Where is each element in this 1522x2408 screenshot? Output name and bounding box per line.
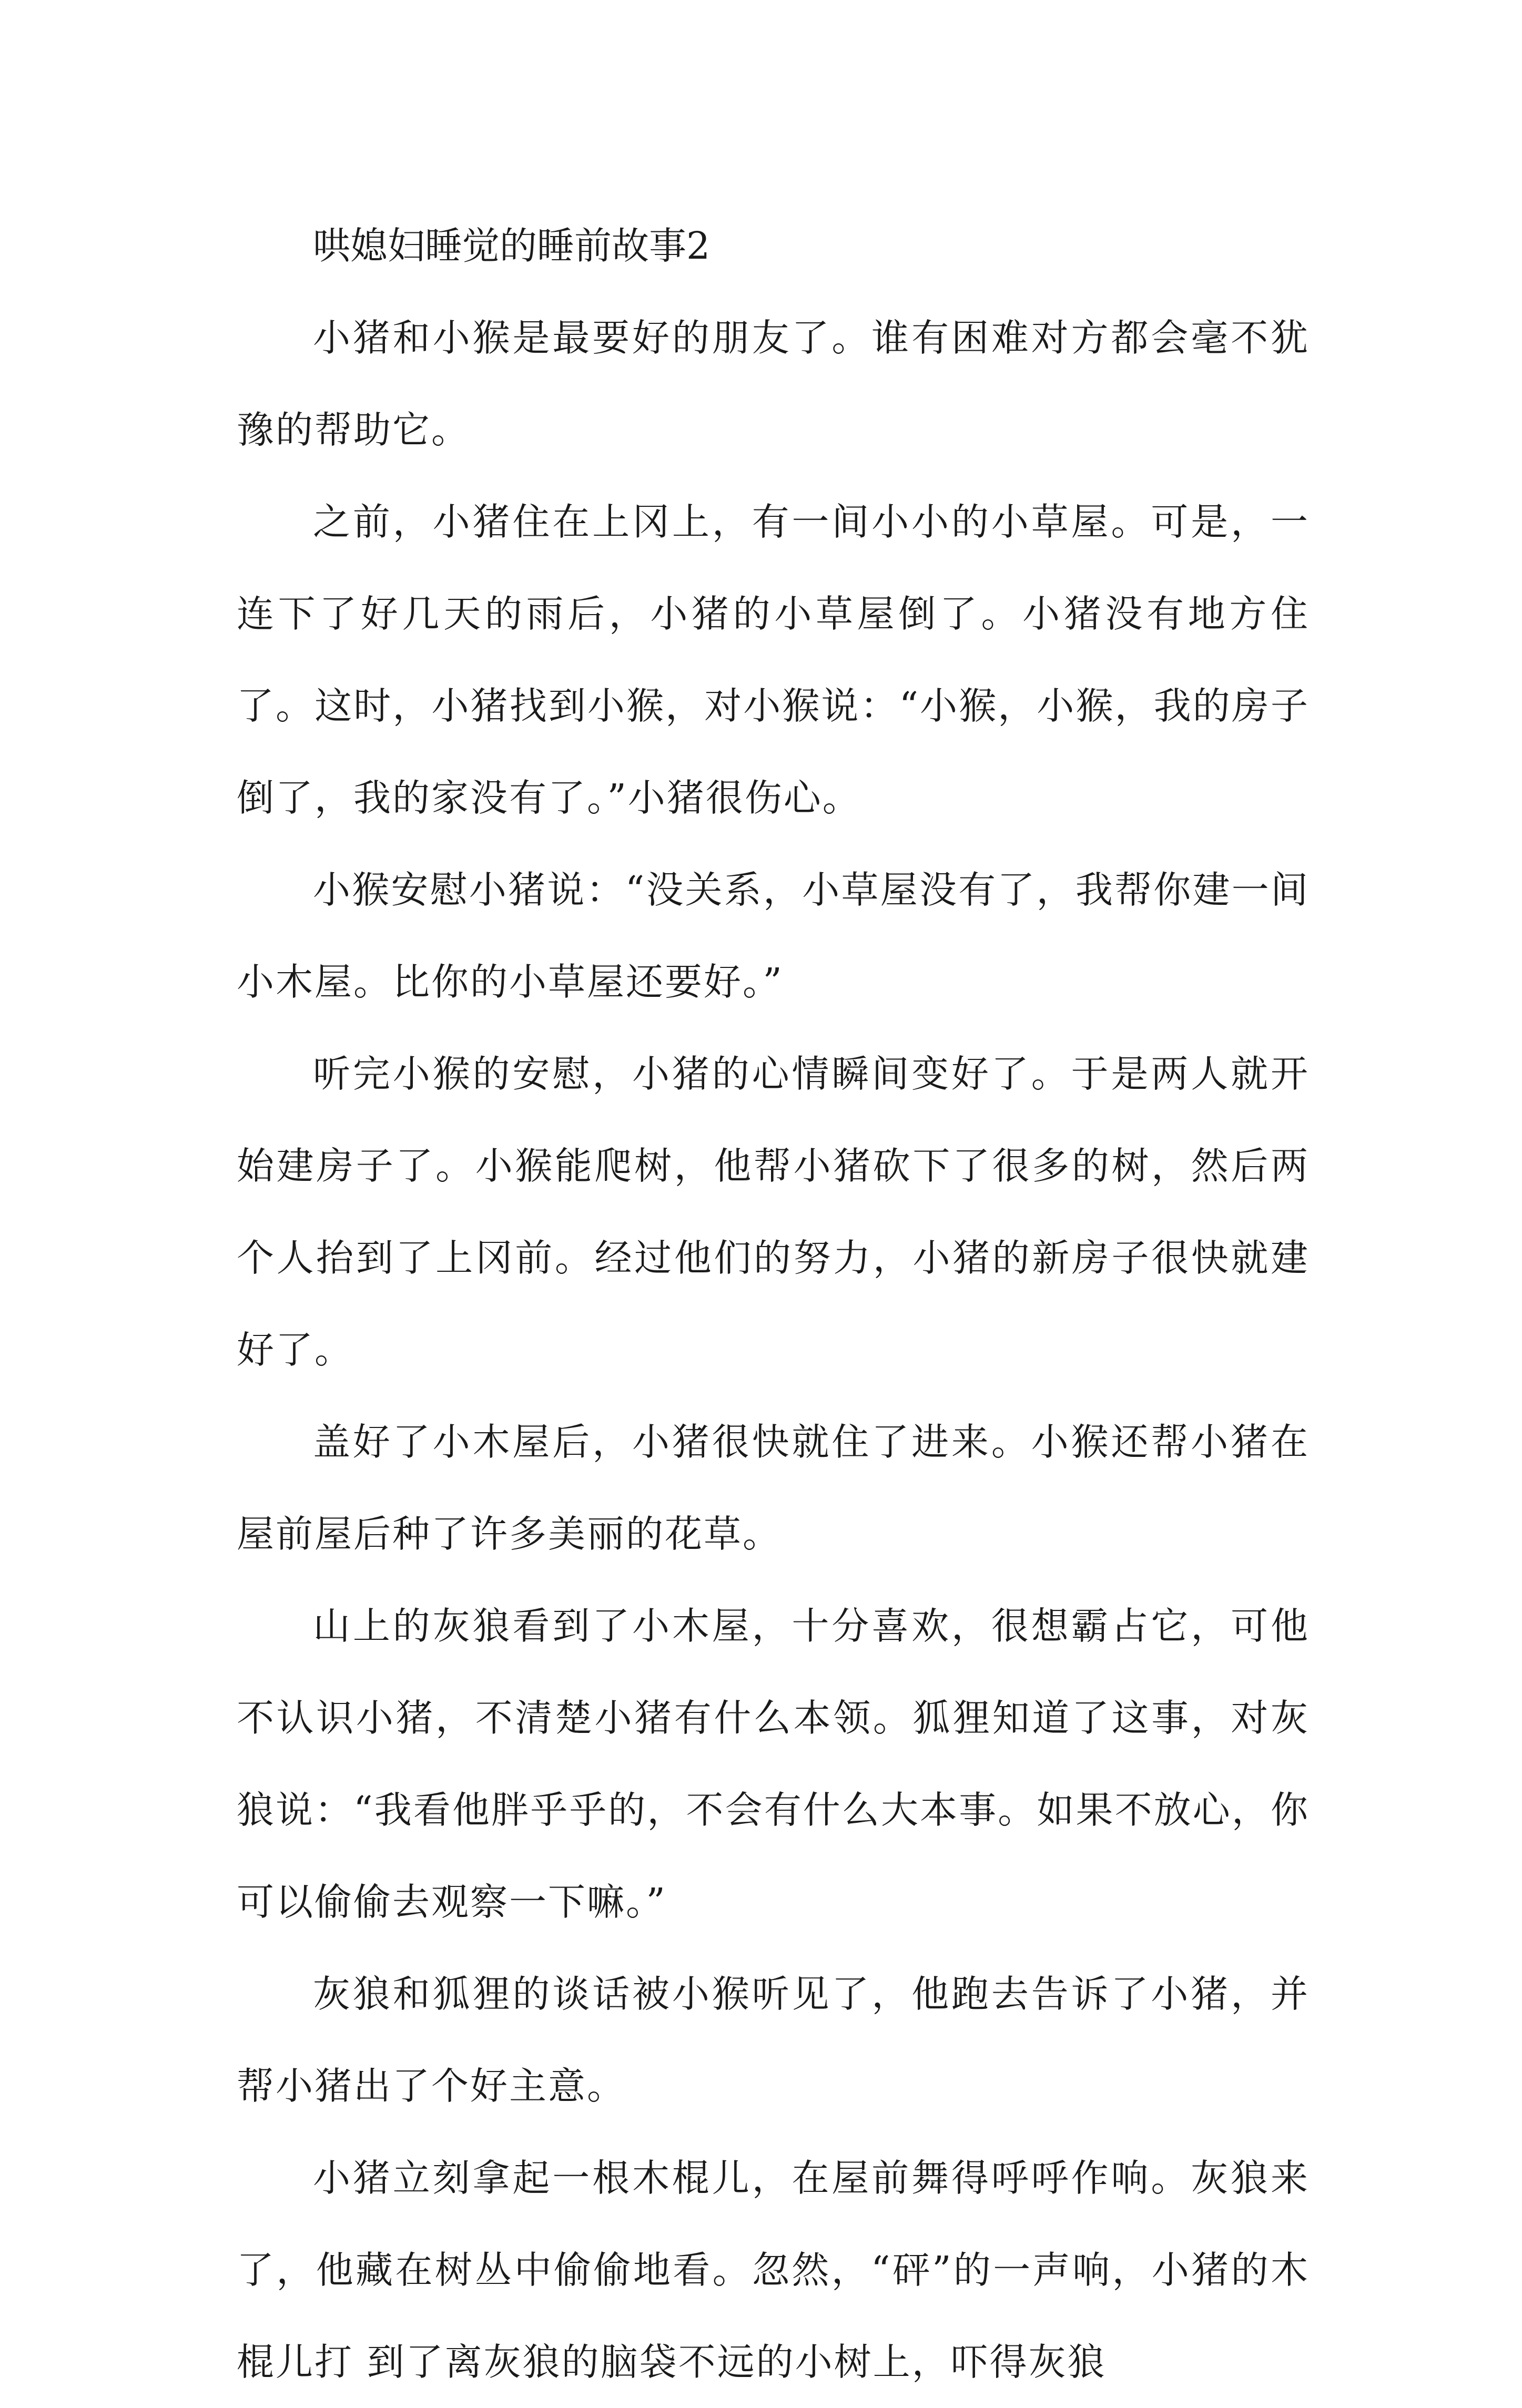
paragraph-8: 小猪立刻拿起一根木棍儿，在屋前舞得呼呼作响。灰狼来了，他藏在树丛中偷偷地看。忽然，“砰”的一声响，小猪的木棍儿打 到了离灰狼的脑袋不远的小树上，吓得灰狼 [237,2156,1310,2384]
paragraph-1: 小猪和小猴是最要好的朋友了。谁有困难对方都会毫不犹豫的帮助它。 [237,316,1310,452]
paragraph-7: 灰狼和狐狸的谈话被小猴听见了，他跑去告诉了小猪，并帮小猪出了个好主意。 [237,1972,1310,2108]
paragraph-5: 盖好了小木屋后，小猪很快就住了进来。小猴还帮小猪在屋前屋后种了许多美丽的花草。 [237,1420,1310,1556]
document-page [237,200,1310,2408]
paragraph-2: 之前，小猪住在上冈上，有一间小小的小草屋。可是，一连下了好几天的雨后，小猪的小草屋倒了。小猪没有地方住了。这时，小猪找到小猴，对小猴说：“小猴，小猴，我的房子倒了，我的家没有了。”小猪很伤心。 [237,500,1310,820]
paragraph-6: 山上的灰狼看到了小木屋，十分喜欢，很想霸占它，可他不认识小猪，不清楚小猪有什么本领。狐狸知道了这事，对灰狼说：“我看他胖乎乎的，不会有什么大本事。如果不放心，你可以偷偷去观察一下嘛。” [237,1604,1310,1924]
paragraph-3: 小猴安慰小猪说：“没关系，小草屋没有了，我帮你建一间小木屋。比你的小草屋还要好。” [237,868,1310,1004]
document-title: 哄媳妇睡觉的睡前故事2 [313,224,711,268]
paragraph-4: 听完小猴的安慰，小猪的心情瞬间变好了。于是两人就开始建房子了。小猴能爬树，他帮小猪砍下了很多的树，然后两个人抬到了上冈前。经过他们的努力，小猪的新房子很快就建好了。 [237,1052,1310,1372]
